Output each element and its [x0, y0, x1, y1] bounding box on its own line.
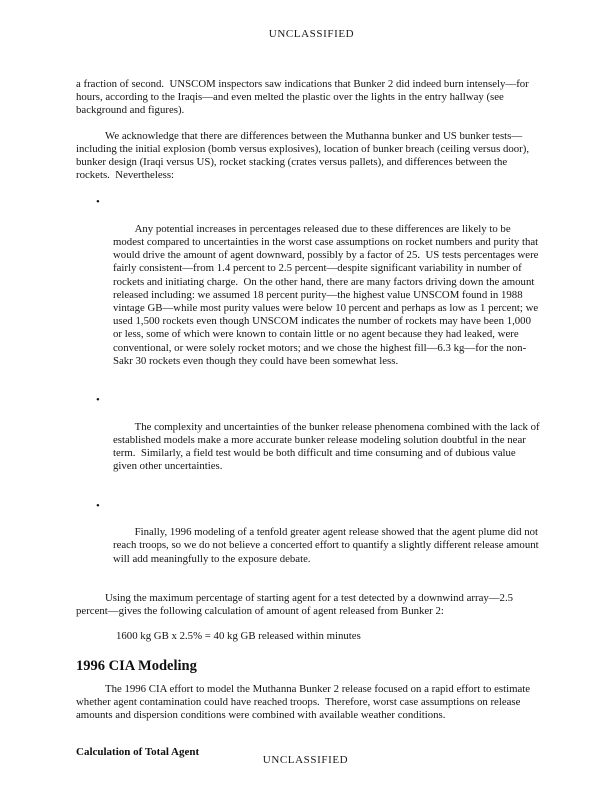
bullet-icon: • [96, 499, 100, 512]
bullet-icon: • [96, 196, 100, 209]
paragraph-maximum-percentage: Using the maximum percentage of starting agent for a test detected by a downwind array—2.5 percent—gives the following calculation of amount of agent released from Bunker 2: [76, 591, 516, 618]
bullet-text: The complexity and uncertainties of the bunker release phenomena combined with the lack of established models make a more accurate bunker release modeling solution doubtful in the near term. Similarly, a field test would be both difficult and time consuming and of dubious value given other uncertainties. [113, 420, 543, 473]
bullet-text: Any potential increases in percentages released due to these differences are likely to be modest compared to uncertainties in the worst case assumptions on rocket numbers and purity that would drive the amount of agent downward, possibly by a factor of 25. US tests percentages were fairly consistent—from 1.4 percent to 2.5 percent—despite significant variability in number of rockets and initiating charge. On the other hand, there are many factors driving down the amount released including: we assumed 18 percent purity—the highest value UNSCOM found in 1988 vintage GB—while most purity values were below 10 percent and perhaps as low as 1 percent; we used 1,500 rockets even though UNSCOM indicates the number of rockets may have been 1,000 or less, some of which were known to contain little or no agent because they had leaked, were conventional, or were solely rocket motors; and we chose the highest fill—6.3 kg—for the non-Sakr 30 rockets even though they could have been somewhat less. [113, 222, 542, 367]
document-body [76, 78, 541, 760]
bullet-text: Finally, 1996 modeling of a tenfold greater agent release showed that the agent plume did not reach troops, so we do not believe a concerted effort to quantify a slightly different release amount will add meaningfully to the exposure debate. [113, 526, 542, 565]
subheading-calculation-of-total-agent: Calculation of Total Agent [76, 746, 200, 759]
equation-agent-release: 1600 kg GB x 2.5% = 40 kg GB released within minutes [116, 630, 361, 643]
bullet-item-1996-modeling [96, 500, 541, 579]
bullet-list [96, 196, 541, 578]
bullet-icon: • [96, 394, 100, 407]
paragraph-acknowledge-differences: We acknowledge that there are differences between the Muthanna bunker and US bunker tests—including the initial explosion (bomb versus explosives), location of bunker breach (ceiling versus door), bunker design (Iraqi versus US), rocket stacking (crates versus pallets), and differences between the rockets. Nevertheless: [76, 129, 532, 182]
paragraph-1996-cia-effort: The 1996 CIA effort to model the Muthanna Bunker 2 release focused on a rapid effort to estimate whether agent contamination could have reached troops. Therefore, worst case assumptions on release amounts and dispersion conditions were combined with available weather conditions. [76, 682, 533, 722]
paragraph-bunker-burn: a fraction of second. UNSCOM inspectors saw indications that Bunker 2 did indeed burn intensely—for hours, according to the Iraqis—and even melted the plastic over the lights in the entry hallway (see background and figures). [76, 78, 532, 117]
classification-footer: UNCLASSIFIED [262, 754, 349, 766]
classification-header: UNCLASSIFIED [268, 28, 355, 40]
bullet-item-complexity-uncertainties [96, 394, 541, 486]
bullet-item-potential-increases [96, 196, 541, 381]
section-heading-1996-cia-modeling: 1996 CIA Modeling [76, 657, 197, 674]
